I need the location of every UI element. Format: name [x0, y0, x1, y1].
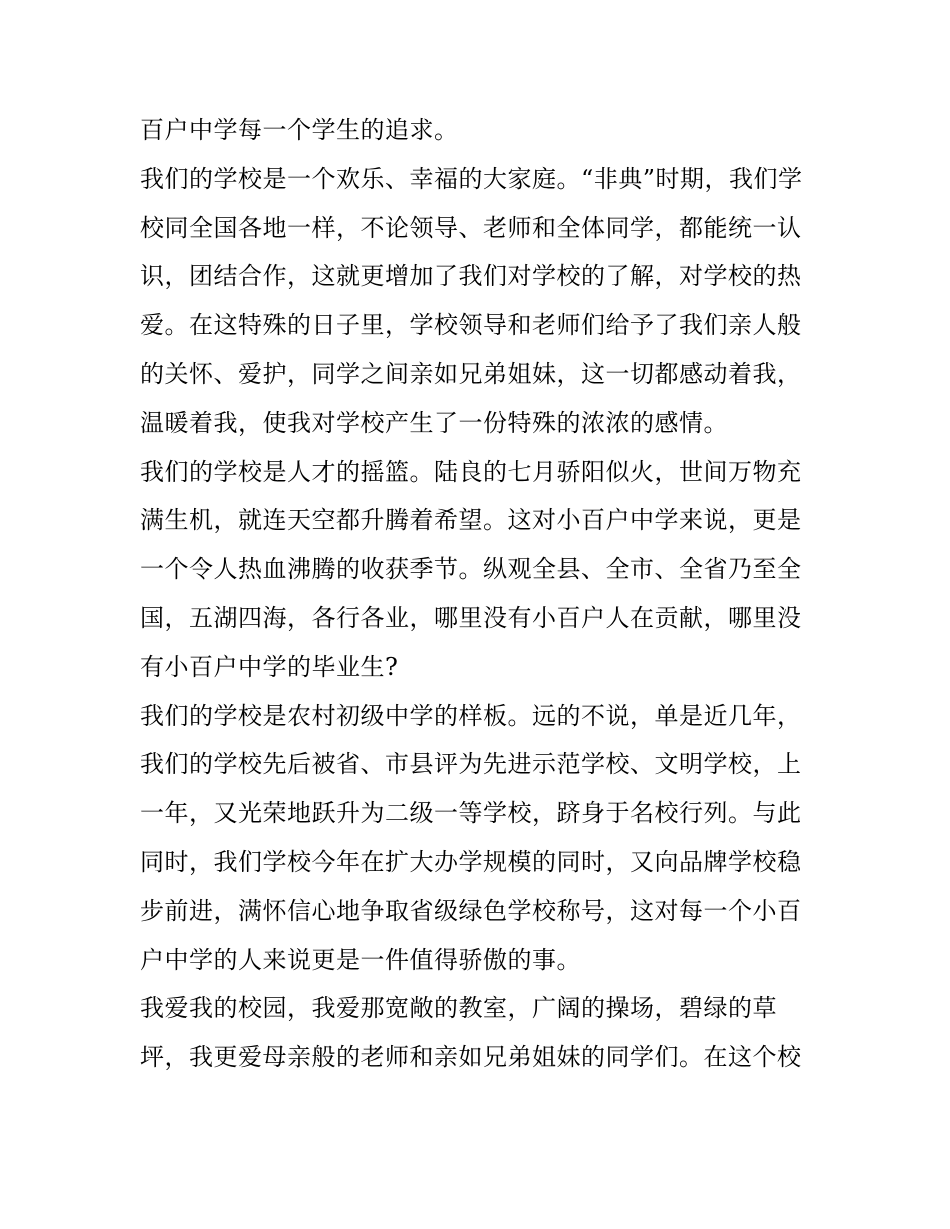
text-line-4: 识，团结合作，这就更增加了我们对学校的了解，对学校的热 — [140, 262, 802, 291]
text-line-10: 一个令人热血沸腾的收获季节。纵观全县、全市、全省乃至全 — [140, 555, 802, 584]
text-line-13: 我们的学校是农村初级中学的样板。远的不说，单是近几年， — [140, 701, 802, 730]
text-line-9: 满生机，就连天空都升腾着希望。这对小百户中学来说，更是 — [140, 506, 802, 535]
text-line-8: 我们的学校是人才的摇篮。陆良的七月骄阳似火，世间万物充 — [140, 457, 802, 486]
document-body — [140, 106, 820, 1082]
text-line-15: 一年，又光荣地跃升为二级一等学校，跻身于名校行列。与此 — [140, 799, 802, 828]
text-line-3: 校同全国各地一样，不论领导、老师和全体同学，都能统一认 — [140, 213, 802, 242]
text-line-5: 爱。在这特殊的日子里，学校领导和老师们给予了我们亲人般 — [140, 311, 802, 340]
text-line-18: 户中学的人来说更是一件值得骄傲的事。 — [140, 945, 581, 974]
text-line-20: 坪，我更爱母亲般的老师和亲如兄弟姐妹的同学们。在这个校 — [140, 1043, 802, 1072]
text-line-12: 有小百户中学的毕业生? — [140, 652, 399, 681]
text-line-11: 国，五湖四海，各行各业，哪里没有小百户人在贡献，哪里没 — [140, 603, 802, 632]
text-line-16: 同时，我们学校今年在扩大办学规模的同时，又向品牌学校稳 — [140, 847, 802, 876]
text-line-17: 步前进，满怀信心地争取省级绿色学校称号，这对每一个小百 — [140, 896, 802, 925]
text-line-1: 百户中学每一个学生的追求。 — [140, 116, 459, 144]
text-line-19: 我爱我的校园，我爱那宽敞的教室，广阔的操场，碧绿的草 — [140, 994, 777, 1023]
text-line-2: 我们的学校是一个欢乐、幸福的大家庭。“非典”时期，我们学 — [140, 164, 803, 193]
text-line-7: 温暖着我，使我对学校产生了一份特殊的浓浓的感情。 — [140, 408, 728, 437]
text-line-14: 我们的学校先后被省、市县评为先进示范学校、文明学校，上 — [140, 750, 802, 779]
text-line-6: 的关怀、爱护，同学之间亲如兄弟姐妹，这一切都感动着我， — [140, 359, 802, 388]
